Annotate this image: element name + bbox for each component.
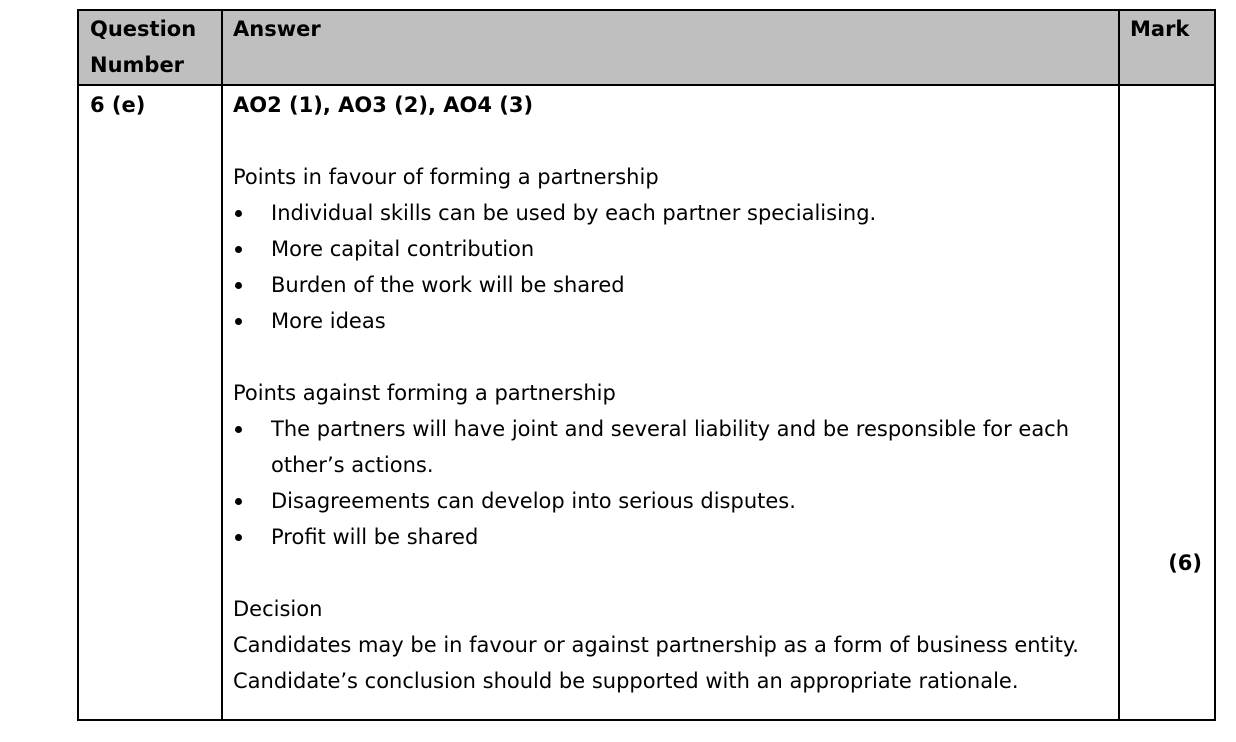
favour-heading: Points in favour of forming a partnership	[233, 165, 659, 189]
question-number-cell	[78, 85, 222, 720]
list-item	[233, 519, 1101, 555]
bullet-icon	[235, 282, 242, 289]
list-item	[233, 483, 1101, 519]
list-item	[233, 231, 1101, 267]
mark-value: (6)	[1168, 551, 1202, 575]
mark-scheme-table	[77, 9, 1216, 721]
against-list	[233, 411, 1118, 555]
bullet-icon	[235, 498, 242, 505]
answer-cell	[222, 85, 1119, 720]
decision-line: Candidates may be in favour or against partnership as a form of business entity.	[233, 633, 1079, 657]
list-item-text: Individual skills can be used by each partner specialising.	[271, 201, 877, 225]
list-item-text: Disagreements can develop into serious disputes.	[271, 489, 796, 513]
list-item-text: More ideas	[271, 309, 386, 333]
table-row	[78, 85, 1215, 720]
mark-cell	[1119, 85, 1215, 720]
mark-header: Mark	[1119, 10, 1215, 85]
list-item-text: More capital contribution	[271, 237, 535, 261]
favour-list	[233, 195, 1118, 339]
question-number: 6 (e)	[90, 93, 146, 117]
against-heading: Points against forming a partnership	[233, 381, 616, 405]
list-item	[233, 303, 1101, 339]
list-item	[233, 411, 1101, 483]
list-item	[233, 267, 1101, 303]
decision-line: Candidate’s conclusion should be supported with an appropriate rationale.	[233, 669, 1019, 693]
header-row	[78, 10, 1215, 85]
list-item-text: The partners will have joint and several liability and be responsible for each other’s actions.	[271, 417, 1070, 477]
bullet-icon	[235, 534, 242, 541]
question-number-header: Question Number	[78, 10, 222, 85]
bullet-icon	[235, 210, 242, 217]
list-item-text: Burden of the work will be shared	[271, 273, 625, 297]
assessment-objectives: AO2 (1), AO3 (2), AO4 (3)	[233, 93, 534, 117]
list-item	[233, 195, 1101, 231]
decision-heading: Decision	[233, 597, 323, 621]
bullet-icon	[235, 246, 242, 253]
answer-header: Answer	[222, 10, 1119, 85]
spacer	[233, 339, 1118, 375]
spacer	[233, 123, 1118, 159]
bullet-icon	[235, 318, 242, 325]
spacer	[233, 555, 1118, 591]
bullet-icon	[235, 426, 242, 433]
list-item-text: Profit will be shared	[271, 525, 479, 549]
